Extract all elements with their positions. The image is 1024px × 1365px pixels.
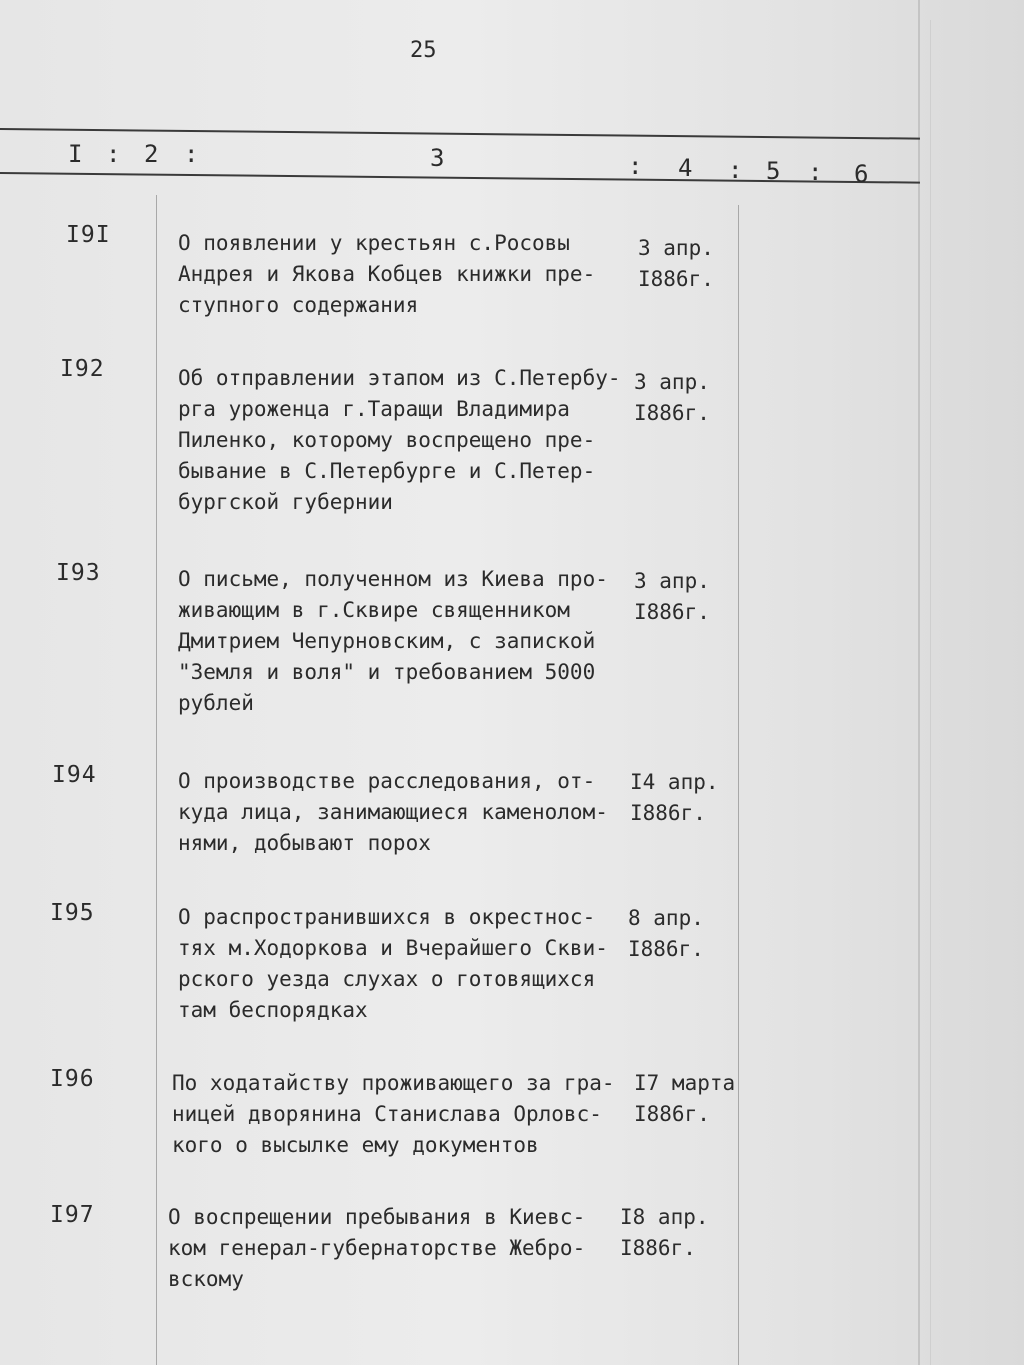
header-separator: : <box>728 156 743 184</box>
entry-date: I8 апр. I886г. <box>620 1205 709 1260</box>
entry-number: I97 <box>50 1202 95 1228</box>
entry-date: 3 апр. I886г. <box>634 370 710 425</box>
header-bottom-rule <box>0 172 920 184</box>
column-divider <box>156 195 157 1365</box>
page-edge-shadow <box>930 20 931 1365</box>
entry-number: I94 <box>52 762 97 788</box>
entry-number: I92 <box>60 356 105 382</box>
entry-number: I96 <box>50 1066 95 1092</box>
entry-number: I95 <box>50 900 95 926</box>
entry-title: О воспрещении пребывания в Киевс- ком генерал-губернаторстве Жебро- вскому <box>168 1205 586 1291</box>
entry-title: О распространившихся в окрестнос- тях м.Ходоркова и Вчерайшего Скви- рского уезда слухах о готовящихся там беспорядках <box>178 905 608 1022</box>
page-edge <box>918 0 920 1365</box>
entry-date: I7 марта I886г. <box>634 1071 736 1126</box>
entry-title: Об отправлении этапом из С.Петербу- рга уроженца г.Таращи Владимира Пиленко, которому воспрещено пре- бывание в С.Петербурге и С.Петер- бургской губернии <box>178 366 621 514</box>
entry-number: I93 <box>56 560 101 586</box>
entry-number: I9I <box>66 222 111 248</box>
entry-date: I4 апр. I886г. <box>630 770 719 825</box>
header-top-rule <box>0 128 920 140</box>
entry-title: По ходатайству проживающего за гра- ницей дворянина Станислава Орловс- кого о высылке ему документов <box>172 1071 615 1157</box>
header-col-6: 6 <box>854 160 869 188</box>
header-separator: : <box>808 158 823 186</box>
page-number: 25 <box>410 38 437 63</box>
header-col-5: 5 <box>766 157 781 185</box>
entry-date: 8 апр. I886г. <box>628 906 704 961</box>
header-col-2: 2 <box>144 140 159 168</box>
header-col-3: 3 <box>430 144 445 172</box>
entry-date: 3 апр. I886г. <box>638 236 714 291</box>
header-separator: : <box>628 152 643 180</box>
header-separator: : <box>184 140 199 168</box>
header-col-1: I <box>68 140 83 168</box>
header-col-4: 4 <box>678 154 693 182</box>
entry-date: 3 апр. I886г. <box>634 569 710 624</box>
column-divider <box>738 205 739 1365</box>
entry-title: О производстве расследования, от- куда лица, занимающиеся каменолом- нями, добывают порох <box>178 769 608 855</box>
entry-title: О появлении у крестьян с.Росовы Андрея и Якова Кобцев книжки пре- ступного содержания <box>178 231 596 317</box>
header-separator: : <box>106 140 121 168</box>
entry-title: О письме, полученном из Киева про- живающим в г.Сквире священником Дмитрием Чепурновским, с запиской "Земля и воля" и требованием 5000 рублей <box>178 567 608 715</box>
